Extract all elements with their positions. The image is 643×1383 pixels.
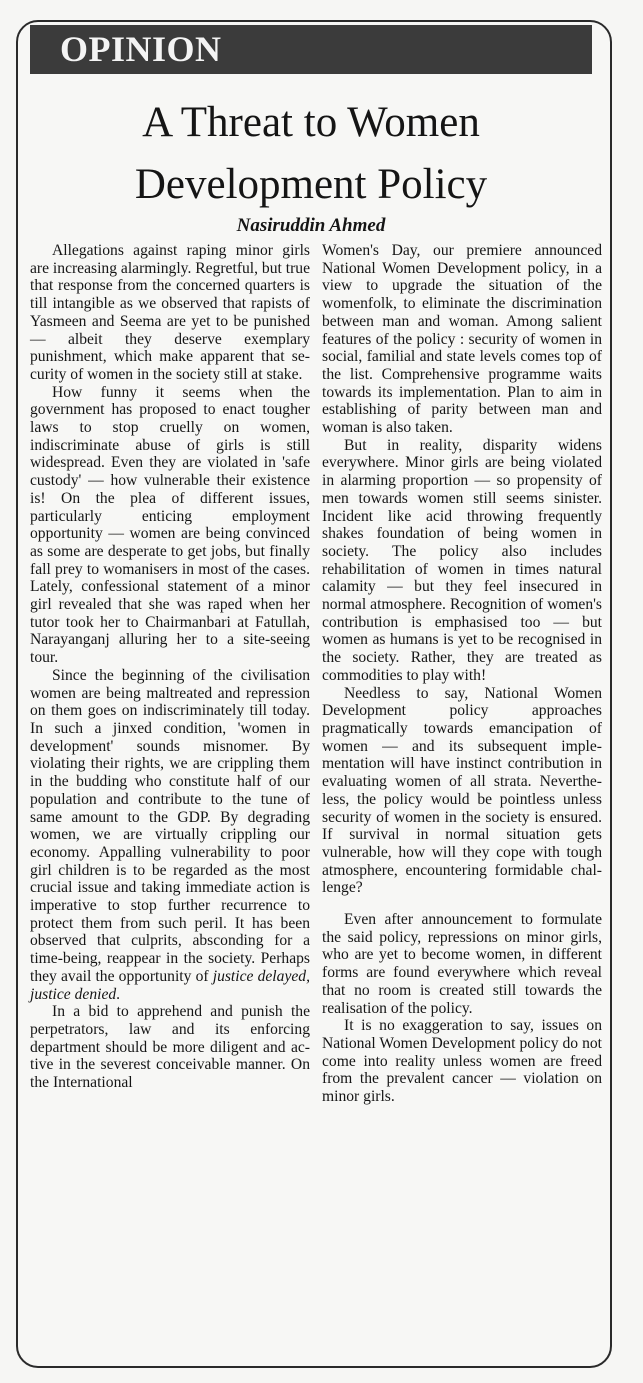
paragraph: Even after announcement to formulate the said policy, repressions on minor girls, who are yet to become women, in different forms are found everywhere which reveal that no room is created still towards the realisation of the policy.: [322, 911, 602, 1017]
paragraph: [30, 667, 310, 1003]
article-column-right: [322, 242, 602, 1106]
section-banner: [30, 25, 592, 74]
headline-line-2: Development Policy: [134, 161, 488, 208]
paragraph-text: Since the beginning of the civilisation women are being maltreated and repression on them goes on indiscriminately till today. In such a jinxed condition, 'women in development' sounds misnomer. By violating their rights, we are crippling them in the budding who constitute half of our population and contribute to the tune of same amount to the GDP. By degrading women, we are virtually crippling our economy. Appalling vulnerability to poor girl children is to be regarded as the most crucial issue and taking immediate action is imperative to stop further recurrence to protect them from such peril. It has been observed that culprits, absconding for a time-being, reappear in the society. Perhaps they avail the opportunity of: [30, 666, 310, 985]
paragraph: It is no exaggeration to say, issues on National Women Development policy do not come into reality unless women are freed from the prevalent cancer — violation on minor girls.: [322, 1017, 602, 1106]
paragraph: Allegations against raping minor girls are increasing alarmingly. Regretful, but true that response from the concerned quarters is till intangible as we observed that rapists of Yasmeen and Seema are yet to be punished — albeit they deserve exemplary punishment, which make apparent that security of women in the society still at stake.: [30, 242, 311, 383]
byline: Nasiruddin Ahmed: [236, 215, 386, 236]
paragraph: But in reality, disparity widens everywhere. Minor girls are being violated in alarming proportion — so propensity of men towards women still seems sinister. Incident like acid throwing frequently shakes foundation of being women in society. The policy also includes rehabilitation of women in times natural calamity — but they feel insecured in normal atmosphere. Recognition of women's contribution is emphasised too — but women as humans is yet to be recognised in the society. Rather, they are treated as commodities to play with!: [322, 436, 602, 684]
paragraph: Women's Day, our premiere announced National Women Development policy, in a view to upgrade the situation of the womenfolk, to eliminate the discrimination between man and woman. Among salient features of the policy : security of women in social, familial and state levels comes top of the list. Comprehensive programme waits towards its implementation. Plan to aim in establishing of parity between man and woman is also taken.: [322, 242, 602, 437]
headline-line-1: A Threat to Women: [142, 99, 480, 146]
punctuation: .: [116, 985, 121, 1003]
paragraph: In a bid to apprehend and punish the perpetrators, law and its enforcing department should be more diligent and active in the severest conceivable manner. On the International: [30, 1003, 310, 1092]
headline: [30, 92, 592, 216]
quoted-phrase: justice delayed, justice denied: [30, 967, 310, 1003]
article-column-left: [30, 242, 310, 1092]
paragraph: How funny it seems when the government has proposed to enact tougher laws to stop cruelly on women, indiscriminate abuse of girls is still widespread. Even they are violated in 'safe custody' — how vulnerable their existence is! On the plea of different issues, particularly enticing employment opportunity — women are being convinced as some are desperate to get jobs, but finally fall prey to womanisers in most of the cases. Lately, confessional statement of a minor girl revealed that she was raped when her tutor took her to Chairmanbari at Fatullah, Narayanganj alluring her to a site-seeing tour.: [30, 383, 310, 667]
section-label: OPINION: [60, 29, 222, 69]
paragraph: Needless to say, National Women Development policy approaches pragmatically towards emancipation of women — and its subsequent implementation will have instinct contribution in evaluating women of all strata. Nevertheless, the policy would be pointless unless security of women in the society is ensured. If survival in normal situation gets vulnerable, how will they cope with tough atmosphere, encountering formidable challenge?: [322, 684, 602, 897]
